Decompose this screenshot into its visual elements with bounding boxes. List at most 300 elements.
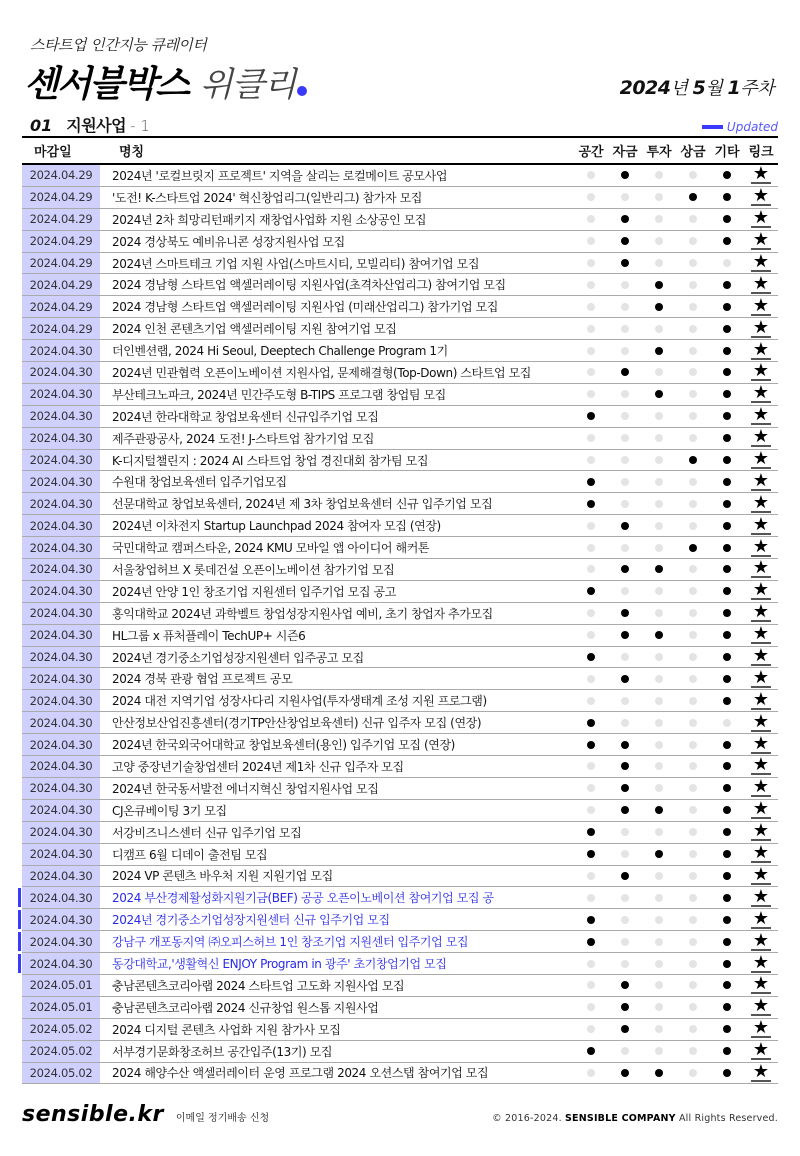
- empty-dot-icon: [689, 741, 697, 749]
- filled-dot-icon: [689, 193, 697, 201]
- category-cell-fund: [608, 456, 642, 464]
- link-cell: [744, 885, 778, 907]
- category-cell-invest: [642, 237, 676, 245]
- table-row: [22, 318, 778, 340]
- program-name-cell: 충남콘텐츠코리아랩 2024 스타트업 고도화 지원사업 모집: [112, 978, 405, 993]
- star-link-icon[interactable]: ★: [752, 294, 770, 316]
- deadline-cell: 2024.04.30: [22, 625, 100, 646]
- star-link-icon[interactable]: ★: [752, 973, 770, 995]
- category-cell-space: [574, 193, 608, 201]
- deadline-cell: 2024.04.29: [22, 231, 100, 252]
- empty-dot-icon: [689, 325, 697, 333]
- link-cell: [744, 776, 778, 798]
- program-name-cell: '도전! K-스타트업 2024' 혁신창업리그(일반리그) 참가자 모집: [112, 190, 422, 205]
- table-row: [22, 931, 778, 953]
- empty-dot-icon: [621, 1047, 629, 1055]
- star-link-icon[interactable]: ★: [752, 557, 770, 579]
- star-link-icon[interactable]: ★: [752, 951, 770, 973]
- empty-dot-icon: [689, 171, 697, 179]
- star-link-icon[interactable]: ★: [752, 601, 770, 623]
- category-cell-space: [574, 478, 608, 486]
- empty-dot-icon: [689, 368, 697, 376]
- empty-dot-icon: [655, 1003, 663, 1011]
- week-number: 1: [727, 77, 741, 99]
- filled-dot-icon: [723, 981, 731, 989]
- program-name-cell: 부산테크노파크, 2024년 민간주도형 B-TIPS 프로그램 창업팀 모집: [112, 387, 446, 402]
- category-cell-space: [574, 719, 608, 727]
- filled-dot-icon: [655, 631, 663, 639]
- link-cell: [744, 820, 778, 842]
- deadline-cell: 2024.04.30: [22, 909, 100, 930]
- empty-dot-icon: [655, 500, 663, 508]
- empty-dot-icon: [655, 478, 663, 486]
- empty-dot-icon: [655, 456, 663, 464]
- category-cell-prize: [676, 259, 710, 267]
- star-link-icon[interactable]: ★: [752, 185, 770, 207]
- category-cell-invest: [642, 390, 676, 398]
- empty-dot-icon: [655, 215, 663, 223]
- empty-dot-icon: [587, 237, 595, 245]
- category-cell-space: [574, 500, 608, 508]
- empty-dot-icon: [723, 259, 731, 267]
- filled-dot-icon: [723, 522, 731, 530]
- category-cell-space: [574, 894, 608, 902]
- category-cell-etc: [710, 237, 744, 245]
- empty-dot-icon: [587, 1025, 595, 1033]
- filled-dot-icon: [587, 719, 595, 727]
- empty-dot-icon: [689, 587, 697, 595]
- link-cell: [744, 229, 778, 251]
- table-row: [22, 450, 778, 472]
- empty-dot-icon: [723, 719, 731, 727]
- deadline-cell: 2024.04.30: [22, 668, 100, 689]
- program-name-cell: 2024년 민관협력 오픈이노베이션 지원사업, 문제해결형(Top-Down) 스타트업 모집: [112, 365, 531, 380]
- program-name-cell: 2024 대전 지역기업 성장사다리 지원사업(투자생태계 조성 지원 프로그램): [112, 694, 487, 709]
- empty-dot-icon: [655, 762, 663, 770]
- empty-dot-icon: [587, 368, 595, 376]
- table-row: [22, 428, 778, 450]
- filled-dot-icon: [723, 171, 731, 179]
- star-link-icon[interactable]: ★: [752, 645, 770, 667]
- empty-dot-icon: [587, 894, 595, 902]
- category-cell-invest: [642, 259, 676, 267]
- star-link-icon[interactable]: ★: [752, 426, 770, 448]
- category-cell-fund: [608, 390, 642, 398]
- deadline-cell: 2024.04.30: [22, 734, 100, 755]
- star-link-icon[interactable]: ★: [752, 579, 770, 601]
- category-cell-space: [574, 390, 608, 398]
- category-cell-prize: [676, 653, 710, 661]
- filled-dot-icon: [723, 325, 731, 333]
- category-cell-etc: [710, 916, 744, 924]
- program-name-cell: 2024 경상북도 예비유니콘 성장지원사업 모집: [112, 234, 345, 249]
- category-cell-prize: [676, 347, 710, 355]
- star-link-icon[interactable]: ★: [752, 732, 770, 754]
- deadline-cell: 2024.04.30: [22, 471, 100, 492]
- link-cell: [744, 688, 778, 710]
- link-cell: [744, 1039, 778, 1061]
- category-cell-space: [574, 412, 608, 420]
- program-name-cell: 2024년 한국동서발전 에너지혁신 창업지원사업 모집: [112, 781, 379, 796]
- star-link-icon[interactable]: ★: [752, 360, 770, 382]
- star-link-icon[interactable]: ★: [752, 448, 770, 470]
- category-cell-prize: [676, 828, 710, 836]
- category-cell-prize: [676, 193, 710, 201]
- table-row: [22, 1041, 778, 1063]
- filled-dot-icon: [621, 215, 629, 223]
- empty-dot-icon: [621, 500, 629, 508]
- header-subtitle: 스타트업 인간지능 큐레이터: [30, 36, 207, 54]
- category-cell-invest: [642, 828, 676, 836]
- empty-dot-icon: [621, 697, 629, 705]
- filled-dot-icon: [621, 631, 629, 639]
- program-name-cell: CJ온큐베이팅 3기 모집: [112, 803, 227, 818]
- empty-dot-icon: [587, 1069, 595, 1077]
- star-link-icon[interactable]: ★: [752, 382, 770, 404]
- category-cell-etc: [710, 960, 744, 968]
- category-cell-etc: [710, 981, 744, 989]
- empty-dot-icon: [587, 609, 595, 617]
- empty-dot-icon: [689, 434, 697, 442]
- deadline-cell: 2024.04.29: [22, 187, 100, 208]
- category-cell-fund: [608, 938, 642, 946]
- link-cell: [744, 272, 778, 294]
- category-cell-fund: [608, 347, 642, 355]
- category-cell-prize: [676, 762, 710, 770]
- empty-dot-icon: [621, 412, 629, 420]
- star-link-icon[interactable]: ★: [752, 623, 770, 645]
- filled-dot-icon: [723, 894, 731, 902]
- star-link-icon[interactable]: ★: [752, 995, 770, 1017]
- category-cell-invest: [642, 544, 676, 552]
- category-cell-etc: [710, 1025, 744, 1033]
- empty-dot-icon: [621, 960, 629, 968]
- footer-brand-link[interactable]: sensible.kr: [22, 1102, 164, 1127]
- star-link-icon[interactable]: ★: [752, 404, 770, 426]
- category-cell-etc: [710, 762, 744, 770]
- empty-dot-icon: [689, 872, 697, 880]
- copyright-rights: All Rights Reserved.: [675, 1113, 778, 1124]
- empty-dot-icon: [621, 456, 629, 464]
- empty-dot-icon: [621, 325, 629, 333]
- deadline-cell: 2024.04.30: [22, 340, 100, 361]
- empty-dot-icon: [655, 960, 663, 968]
- updated-label: Updated: [726, 120, 778, 134]
- filled-dot-icon: [621, 522, 629, 530]
- category-cell-prize: [676, 565, 710, 573]
- category-cell-invest: [642, 171, 676, 179]
- category-cell-invest: [642, 675, 676, 683]
- category-cell-space: [574, 828, 608, 836]
- filled-dot-icon: [621, 259, 629, 267]
- category-cell-etc: [710, 850, 744, 858]
- category-cell-space: [574, 587, 608, 595]
- deadline-cell: 2024.04.29: [22, 253, 100, 274]
- category-cell-etc: [710, 806, 744, 814]
- empty-dot-icon: [587, 325, 595, 333]
- category-cell-prize: [676, 215, 710, 223]
- link-cell: [744, 426, 778, 448]
- category-cell-fund: [608, 960, 642, 968]
- star-link-icon[interactable]: ★: [752, 1039, 770, 1061]
- email-subscribe-link[interactable]: 이메일 정기배송 신청: [175, 1113, 270, 1124]
- category-cell-fund: [608, 587, 642, 595]
- empty-dot-icon: [655, 544, 663, 552]
- star-link-icon[interactable]: ★: [752, 513, 770, 535]
- empty-dot-icon: [587, 215, 595, 223]
- empty-dot-icon: [689, 1003, 697, 1011]
- deadline-cell: 2024.04.30: [22, 384, 100, 405]
- category-cell-etc: [710, 1069, 744, 1077]
- category-cell-etc: [710, 697, 744, 705]
- column-header-date: 마감일: [34, 145, 72, 160]
- category-cell-fund: [608, 215, 642, 223]
- empty-dot-icon: [587, 259, 595, 267]
- category-cell-space: [574, 938, 608, 946]
- table-row: [22, 800, 778, 822]
- category-cell-invest: [642, 565, 676, 573]
- program-name-cell: 더인벤션랩, 2024 Hi Seoul, Deeptech Challenge Program 1기: [112, 344, 448, 359]
- filled-dot-icon: [723, 215, 731, 223]
- category-cell-fund: [608, 303, 642, 311]
- category-cell-invest: [642, 347, 676, 355]
- empty-dot-icon: [689, 565, 697, 573]
- category-cell-invest: [642, 741, 676, 749]
- empty-dot-icon: [689, 390, 697, 398]
- program-name-cell: 2024 부산경제활성화지원기금(BEF) 공공 오픈이노베이션 참여기업 모집 공: [112, 891, 494, 906]
- program-name-cell: 고양 중장년기술창업센터 2024년 제1차 신규 입주자 모집: [112, 759, 404, 774]
- star-link-icon[interactable]: ★: [752, 710, 770, 732]
- filled-dot-icon: [655, 850, 663, 858]
- program-name-cell: 2024 경북 관광 협업 프로젝트 공모: [112, 672, 293, 687]
- star-link-icon[interactable]: ★: [752, 688, 770, 710]
- program-name-cell: 2024년 안양 1인 창조기업 지원센터 입주기업 모집 공고: [112, 584, 396, 599]
- empty-dot-icon: [621, 434, 629, 442]
- star-link-icon[interactable]: ★: [752, 316, 770, 338]
- deadline-cell: 2024.04.30: [22, 450, 100, 471]
- category-cell-etc: [710, 171, 744, 179]
- deadline-cell: 2024.04.29: [22, 165, 100, 186]
- link-cell: [744, 513, 778, 535]
- category-cell-invest: [642, 193, 676, 201]
- link-cell: [744, 863, 778, 885]
- category-cell-fund: [608, 544, 642, 552]
- filled-dot-icon: [655, 347, 663, 355]
- empty-dot-icon: [689, 762, 697, 770]
- category-cell-etc: [710, 587, 744, 595]
- category-cell-space: [574, 565, 608, 573]
- category-cell-invest: [642, 762, 676, 770]
- deadline-cell: 2024.04.30: [22, 362, 100, 383]
- program-name-cell: HL그룹 x 퓨처플레이 TechUP+ 시즌6: [112, 628, 306, 643]
- empty-dot-icon: [621, 587, 629, 595]
- filled-dot-icon: [723, 303, 731, 311]
- table-row: [22, 340, 778, 362]
- empty-dot-icon: [587, 675, 595, 683]
- deadline-cell: 2024.04.30: [22, 559, 100, 580]
- category-cell-fund: [608, 850, 642, 858]
- star-link-icon[interactable]: ★: [752, 776, 770, 798]
- category-cell-invest: [642, 609, 676, 617]
- filled-dot-icon: [587, 653, 595, 661]
- star-link-icon[interactable]: ★: [752, 885, 770, 907]
- star-link-icon[interactable]: ★: [752, 929, 770, 951]
- category-cell-prize: [676, 806, 710, 814]
- star-link-icon[interactable]: ★: [752, 842, 770, 864]
- filled-dot-icon: [621, 872, 629, 880]
- star-link-icon[interactable]: ★: [752, 272, 770, 294]
- category-cell-etc: [710, 1047, 744, 1055]
- deadline-cell: 2024.04.30: [22, 406, 100, 427]
- empty-dot-icon: [689, 500, 697, 508]
- star-link-icon[interactable]: ★: [752, 251, 770, 272]
- program-name-cell: 2024년 한라대학교 창업보육센터 신규입주기업 모집: [112, 409, 379, 424]
- category-cell-etc: [710, 456, 744, 464]
- category-cell-invest: [642, 960, 676, 968]
- category-cell-fund: [608, 828, 642, 836]
- empty-dot-icon: [655, 237, 663, 245]
- filled-dot-icon: [723, 741, 731, 749]
- filled-dot-icon: [723, 653, 731, 661]
- category-cell-prize: [676, 325, 710, 333]
- empty-dot-icon: [689, 981, 697, 989]
- star-link-icon[interactable]: ★: [752, 1017, 770, 1039]
- empty-dot-icon: [587, 347, 595, 355]
- program-name-cell: 2024 VP 콘텐츠 바우처 지원 지원기업 모집: [112, 869, 333, 884]
- filled-dot-icon: [621, 565, 629, 573]
- category-cell-space: [574, 741, 608, 749]
- table-row: [22, 975, 778, 997]
- category-cell-invest: [642, 325, 676, 333]
- empty-dot-icon: [689, 784, 697, 792]
- table-row: [22, 187, 778, 209]
- category-cell-invest: [642, 1047, 676, 1055]
- program-name-cell: 2024년 2차 희망리턴패키지 재창업사업화 지원 소상공인 모집: [112, 212, 427, 227]
- category-cell-fund: [608, 894, 642, 902]
- empty-dot-icon: [655, 719, 663, 727]
- week-month-unit: 월: [705, 78, 728, 99]
- support-programs-table: [22, 136, 778, 1084]
- star-link-icon[interactable]: ★: [752, 535, 770, 557]
- star-link-icon[interactable]: ★: [752, 666, 770, 688]
- program-name-cell: 2024 해양수산 액셀러레이터 운영 프로그램 2024 오션스탭 참여기업 모집: [112, 1066, 489, 1081]
- link-cell: [744, 1060, 778, 1082]
- category-cell-space: [574, 631, 608, 639]
- category-cell-invest: [642, 281, 676, 289]
- category-cell-space: [574, 653, 608, 661]
- star-link-icon[interactable]: ★: [752, 820, 770, 842]
- filled-dot-icon: [723, 806, 731, 814]
- link-cell: [744, 732, 778, 754]
- category-cell-prize: [676, 916, 710, 924]
- empty-dot-icon: [621, 828, 629, 836]
- filled-dot-icon: [655, 806, 663, 814]
- deadline-cell: 2024.05.01: [22, 997, 100, 1018]
- category-cell-invest: [642, 1069, 676, 1077]
- category-cell-fund: [608, 565, 642, 573]
- column-header-space: 공간: [578, 145, 604, 160]
- category-cell-prize: [676, 981, 710, 989]
- filled-dot-icon: [621, 741, 629, 749]
- category-cell-fund: [608, 916, 642, 924]
- category-cell-space: [574, 347, 608, 355]
- program-name-cell: 수원대 창업보육센터 입주기업모집: [112, 475, 287, 490]
- table-row: [22, 778, 778, 800]
- empty-dot-icon: [587, 456, 595, 464]
- category-cell-invest: [642, 806, 676, 814]
- empty-dot-icon: [621, 347, 629, 355]
- category-cell-fund: [608, 368, 642, 376]
- empty-dot-icon: [621, 938, 629, 946]
- empty-dot-icon: [587, 631, 595, 639]
- category-cell-fund: [608, 500, 642, 508]
- star-link-icon[interactable]: ★: [752, 754, 770, 776]
- star-link-icon[interactable]: ★: [752, 863, 770, 885]
- empty-dot-icon: [621, 850, 629, 858]
- category-cell-prize: [676, 850, 710, 858]
- empty-dot-icon: [587, 872, 595, 880]
- category-cell-invest: [642, 697, 676, 705]
- table-row: [22, 909, 778, 931]
- category-cell-etc: [710, 215, 744, 223]
- empty-dot-icon: [621, 390, 629, 398]
- filled-dot-icon: [621, 675, 629, 683]
- program-name-cell: 강남구 개포동지역 ㈜오피스허브 1인 창조기업 지원센터 입주기업 모집: [112, 935, 469, 950]
- link-cell: [744, 251, 778, 272]
- filled-dot-icon: [587, 850, 595, 858]
- category-cell-prize: [676, 1003, 710, 1011]
- program-name-cell: 서부경기문화창조허브 공간입주(13기) 모집: [112, 1044, 333, 1059]
- empty-dot-icon: [689, 916, 697, 924]
- deadline-cell: 2024.04.30: [22, 844, 100, 865]
- category-cell-prize: [676, 478, 710, 486]
- category-cell-space: [574, 1047, 608, 1055]
- deadline-cell: 2024.04.30: [22, 931, 100, 952]
- star-link-icon[interactable]: ★: [752, 907, 770, 929]
- column-header-name: 명칭: [119, 145, 145, 160]
- category-cell-space: [574, 1003, 608, 1011]
- category-cell-fund: [608, 325, 642, 333]
- footer: [22, 1102, 778, 1127]
- star-link-icon[interactable]: ★: [752, 491, 770, 513]
- deadline-cell: 2024.04.29: [22, 296, 100, 317]
- link-cell: [744, 666, 778, 688]
- table-header: [22, 136, 778, 165]
- category-cell-etc: [710, 1003, 744, 1011]
- star-link-icon[interactable]: ★: [752, 207, 770, 229]
- link-cell: [744, 1017, 778, 1039]
- star-link-icon[interactable]: ★: [752, 469, 770, 491]
- empty-dot-icon: [689, 894, 697, 902]
- star-link-icon[interactable]: ★: [752, 229, 770, 251]
- filled-dot-icon: [723, 916, 731, 924]
- star-link-icon[interactable]: ★: [752, 1060, 770, 1082]
- link-cell: [744, 973, 778, 995]
- program-name-cell: 2024 경남형 스타트업 액셀러레이팅 지원사업(초격차산업리그) 참여기업 모집: [112, 278, 506, 293]
- category-cell-etc: [710, 259, 744, 267]
- star-link-icon[interactable]: ★: [752, 163, 770, 185]
- star-link-icon[interactable]: ★: [752, 798, 770, 820]
- link-cell: [744, 995, 778, 1017]
- table-row: [22, 406, 778, 428]
- program-name-cell: 안산정보산업진흥센터(경기TP안산창업보육센터) 신규 입주자 모집 (연장): [112, 716, 482, 731]
- category-cell-etc: [710, 741, 744, 749]
- link-cell: [744, 316, 778, 338]
- category-cell-prize: [676, 500, 710, 508]
- filled-dot-icon: [723, 960, 731, 968]
- star-link-icon[interactable]: ★: [752, 338, 770, 360]
- category-cell-space: [574, 171, 608, 179]
